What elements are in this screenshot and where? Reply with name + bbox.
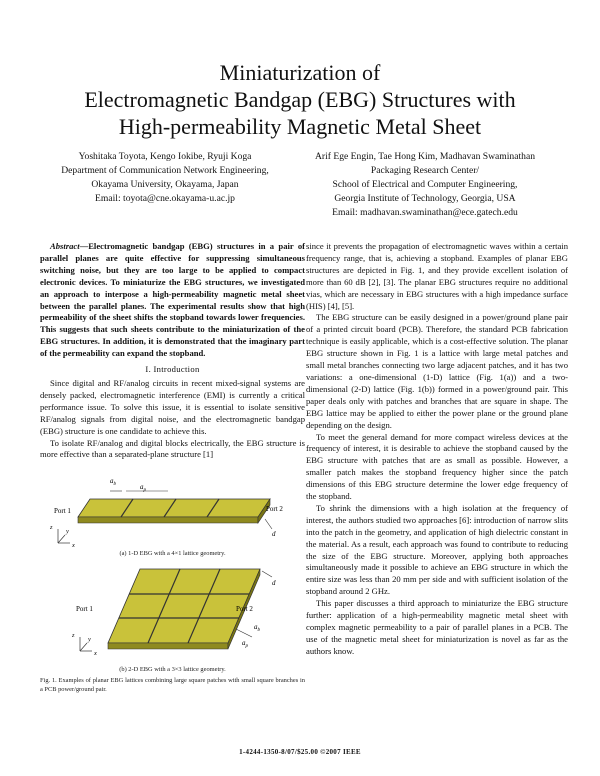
- label-d-top: d: [272, 530, 276, 539]
- axis-z-top: z: [50, 524, 53, 532]
- label-a-p-bottom: $a_p$: [242, 639, 248, 650]
- axis-y-top: y: [66, 528, 69, 536]
- ebg-1d-board: [58, 491, 272, 543]
- port2-label-top: Port 2: [266, 505, 283, 514]
- port1-label-top: Port 1: [54, 507, 71, 516]
- port1-label-bottom: Port 1: [76, 605, 93, 614]
- axis-x-top: x: [72, 542, 75, 550]
- port2-label-bottom: Port 2: [236, 605, 253, 614]
- author-email-left: Email: toyota@cne.okayama-u.ac.jp: [95, 193, 235, 204]
- abstract: [40, 241, 305, 360]
- abstract-label: Abstract: [50, 241, 80, 251]
- paper-title-line-3: High-permeability Magnetic Metal Sheet: [118, 114, 482, 139]
- right-paragraph-4: To shrink the dimensions with a high isolation at the frequency of interest, the authors studied two approaches [6]: introduction of narrow slits into the patch in the geometry, and application of high dielectric constant in the material. As a result, each approach was found to contribute to reducing the size of the EBG structure. Moreover, applying both approaches simultaneously made it possible to achieve an EBG structure in which the entire size was less than 20 mm per side and with sufficient isolation of the stopband around 2 GHz.: [306, 502, 568, 597]
- section-heading-introduction: I. Introduction: [145, 364, 200, 375]
- right-paragraph-2: The EBG structure can be easily designed in a power/ground plane pair of a printed circuit board (PCB). Therefore, the standard PCB fabrication technique is easily applicable, which is a cost-effective solution. The planar EBG structure shown in Fig. 1 is a lattice with large metal patches and small metal branches connecting two large adjacent patches, and it has two variations: a one-dimensional (1-D) lattice (Fig. 1(a)) and a two-dimensional (2-D) lattice (Fig. 1(b)) formed in a power/ground pair. This paper deals only with patches and branches that are square in shape. The EBG lattice may be applied to either the power plane or the ground plane depending on the design.: [306, 312, 568, 430]
- figure-1b-caption: (b) 2-D EBG with a 3×3 lattice geometry.: [119, 666, 226, 674]
- left-column: [40, 241, 305, 694]
- figure-1-caption: Fig. 1. Examples of planar EBG lattices combining large square patches with small square branches in a PCB power/ground pair.: [40, 677, 305, 694]
- abstract-text: —Electromagnetic bandgap (EBG) structures in a pair of parallel planes are quite effective for suppressing simultaneous switching noise, but they are too large to be applied to compact electronic devices. To miniaturize the EBG structures, we investigated an approach to interpose a high-permeability magnetic metal sheet between the parallel planes. The experimental results show that high permeability of the sheet shifts the stopband towards lower frequencies. This suggests that such sheets contribute to the miniaturization of the EBG structures. In addition, it is demonstrated that the imaginary part of the permeability can expand the stopband.: [40, 241, 305, 359]
- label-d-bottom: d: [272, 579, 276, 588]
- author-univ-left: Okayama University, Okayama, Japan: [91, 179, 239, 190]
- intro-paragraph-1: Since digital and RF/analog circuits in recent mixed-signal systems are densely packed, electromagnetic interference (EMI) is currently a critical performance issue. To solve this issue, it is essential to isolate sensitive RF/analog signals from digital noise, and the electromagnetic bandgap (EBG) structure is one candidate to achieve this.: [40, 377, 305, 436]
- page-footer: 1-4244-1350-8/07/$25.00 ©2007 IEEE: [239, 748, 361, 756]
- author-inst-right: Georgia Institute of Technology, Georgia, USA: [334, 193, 516, 204]
- author-email-right: Email: madhavan.swaminathan@ece.gatech.edu: [332, 207, 518, 218]
- figure-1: [40, 461, 305, 694]
- author-school-right: School of Electrical and Computer Engineering,: [332, 179, 518, 190]
- right-column: [306, 241, 568, 658]
- author-dept-left: Department of Communication Network Engineering,: [61, 165, 269, 176]
- axis-z-bottom: z: [72, 632, 75, 640]
- label-a-p-top: $a_p$: [140, 483, 146, 494]
- label-a-b-bottom: $a_b$: [254, 623, 260, 634]
- intro-paragraph-2: To isolate RF/analog and digital blocks electrically, the EBG structure is more effective than a separated-plane structure [1]: [40, 437, 305, 460]
- paper-title-line-1: Miniaturization of: [219, 60, 381, 85]
- author-block-left: [40, 150, 290, 206]
- paper-title-line-2: Electromagnetic Bandgap (EBG) Structures with: [84, 87, 516, 112]
- author-center-right: Packaging Research Center/: [370, 165, 480, 176]
- axis-x-bottom: x: [94, 650, 97, 658]
- axis-y-bottom: y: [88, 636, 91, 644]
- figure-1-drawing: [40, 461, 305, 661]
- right-paragraph-1: since it prevents the propagation of electromagnetic waves within a certain frequency range, that is, achieving a stopband. Examples of planar EBG structures are depicted in Fig. 1, and they provide excellent isolation of more than 60 dB [2], [3]. The planar EBG structures require no additional vias, which are necessary in EBG structures with a high impedance surface (HIS) [4], [5].: [306, 241, 568, 311]
- figure-1a-caption: (a) 1-D EBG with a 4×1 lattice geometry.: [119, 550, 226, 558]
- author-block-right: [290, 150, 560, 220]
- label-a-b-top: $a_b$: [110, 477, 116, 488]
- right-paragraph-3: To meet the general demand for more compact wireless devices at the frequency of interest, it is desirable to achieve the stopband caused by the EBG structure with patches that are as small as possible. However, a smaller patch makes the stopband frequency higher since the patch dimensions of this EBG structure determine the lower edge frequency of the stopband.: [306, 431, 568, 502]
- author-names-right: Arif Ege Engin, Tae Hong Kim, Madhavan Swaminathan: [314, 151, 536, 162]
- author-names-left: Yoshitaka Toyota, Kengo Iokibe, Ryuji Koga: [78, 151, 252, 162]
- right-paragraph-5: This paper discusses a third approach to miniaturize the EBG structure further: application of a high-permeability magnetic metal sheet with complex magnetic permeability to a pair of parallel planes in a PCB. The use of the magnetic metal sheet for miniaturization is novel as far as the authors know.: [306, 598, 568, 656]
